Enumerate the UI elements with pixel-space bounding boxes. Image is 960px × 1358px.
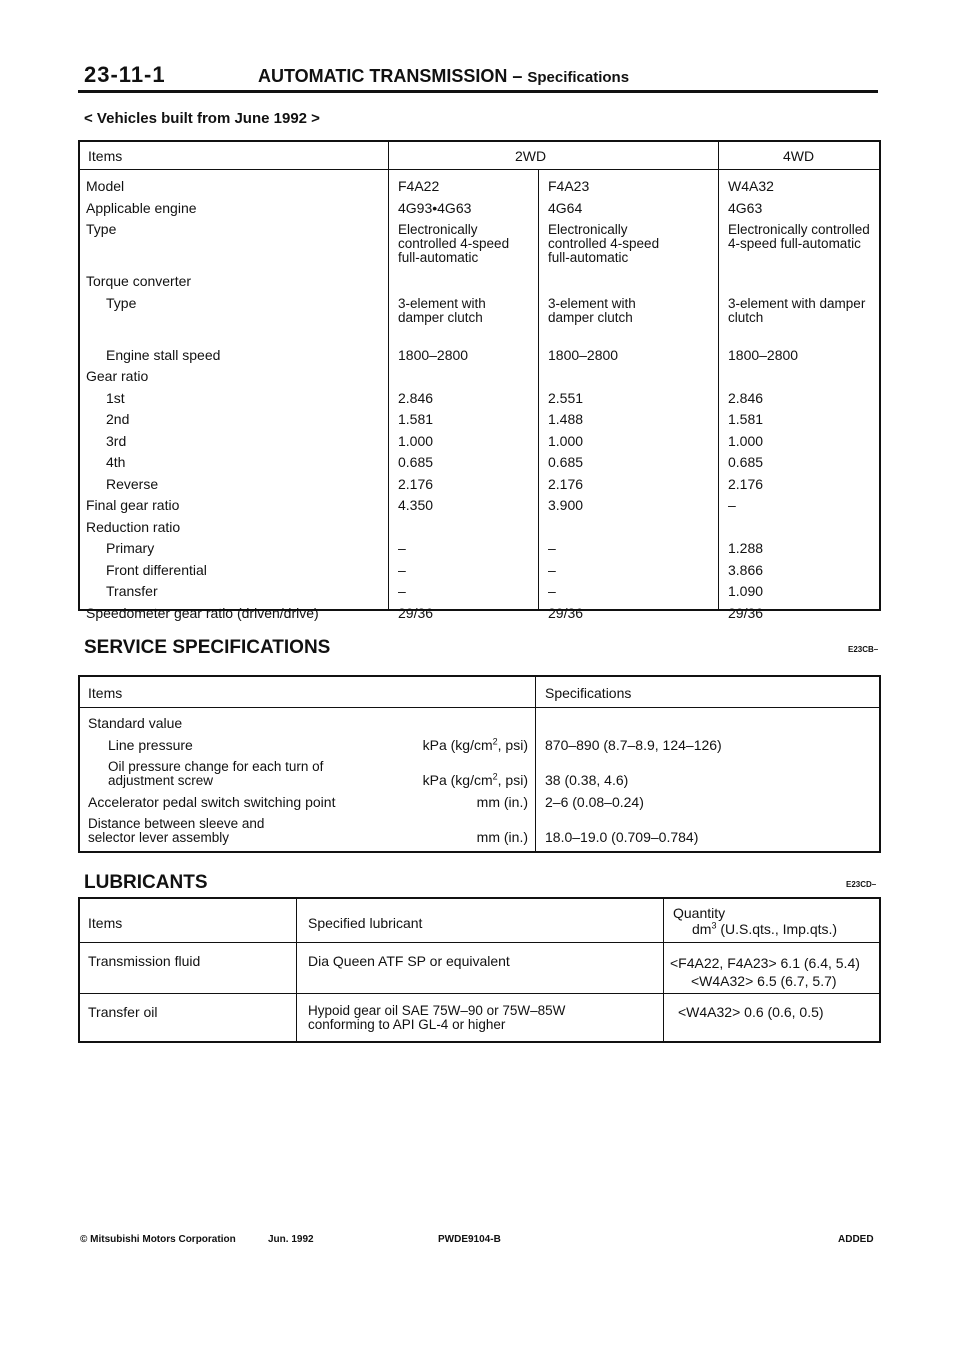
spec-row-value-4wd: 4G63: [728, 199, 763, 216]
oil-pressure-unit: kPa ($kg/cm^2$, psi): [422, 771, 528, 788]
doc-code: PWDE9104-B: [438, 1234, 501, 1245]
distance-unit: mm (in.): [476, 829, 528, 845]
spec-row-value-2wd: 3-element with damper clutch: [398, 295, 486, 325]
title-main: AUTOMATIC TRANSMISSION –: [258, 66, 528, 86]
spec-row-value-2wd: F4A23: [548, 178, 590, 194]
spec-row-value-2wd: 4G93•4G63: [398, 199, 472, 216]
accelerator-unit: mm (in.): [476, 794, 528, 810]
spec-row-value-2wd: 0.685: [398, 454, 434, 470]
distance-label: Distance between sleeve and selector lever assembly: [88, 816, 265, 845]
spec-row-value-2wd: 1.581: [398, 411, 434, 427]
transmission-fluid-qty-2: <W4A32> 6.5 (6.7, 5.7): [691, 973, 837, 989]
col-divider: [718, 142, 719, 609]
spec-row-value-2wd: –: [548, 583, 556, 599]
spec-row-value-2wd: 4.350: [398, 497, 434, 513]
spec-row-label: Reduction ratio: [86, 518, 181, 535]
header-quantity: Quantity: [673, 905, 726, 921]
col-divider: [296, 899, 297, 1041]
spec-row-value-2wd: 29/36: [398, 604, 434, 621]
spec-row-value-2wd: 3.900: [548, 497, 584, 513]
spec-row-label: Primary: [106, 540, 155, 556]
service-specs-table: [78, 675, 881, 853]
spec-row-value-2wd: 2.846: [398, 389, 434, 406]
header-quantity-unit: $dm^3$ (U.S.qts., Imp.qts.): [692, 920, 838, 937]
service-code: E23CB–: [848, 645, 879, 654]
spec-row-label: 3rd: [106, 432, 127, 449]
spec-row-label: Transfer: [106, 583, 158, 599]
copyright: © Mitsubishi Motors Corporation: [80, 1234, 236, 1245]
line-pressure-value: 870–890 (8.7–8.9, 124–126): [545, 737, 722, 753]
spec-row-label: Gear ratio: [86, 368, 149, 384]
spec-row-value-2wd: Electronically controlled 4-speed full-automatic: [548, 222, 660, 265]
spec-row-value-4wd: 3-element with damper clutch: [728, 295, 866, 325]
spec-row-value-2wd: 29/36: [548, 604, 584, 621]
spec-row-value-2wd: –: [398, 540, 406, 556]
spec-row-value-2wd: 0.685: [548, 454, 584, 470]
spec-row-value-2wd: 1.488: [548, 411, 584, 427]
spec-row-value-2wd: Electronically controlled 4-speed full-automatic: [398, 222, 510, 265]
status-added: ADDED: [838, 1234, 874, 1245]
header-items: Items: [88, 915, 123, 931]
header-2wd: 2WD: [515, 148, 547, 164]
spec-row-value-4wd: W4A32: [728, 178, 774, 194]
col-divider: [535, 677, 536, 851]
row-divider: [80, 707, 879, 708]
transmission-fluid-lubricant: Dia Queen ATF SP or equivalent: [308, 953, 510, 969]
lubricants-table: [78, 897, 881, 1043]
spec-row-value-2wd: 3-element with damper clutch: [548, 295, 636, 325]
oil-pressure-value: 38 (0.38, 4.6): [545, 772, 629, 788]
spec-row-value-2wd: –: [548, 561, 556, 578]
spec-row-value-2wd: 1800–2800: [548, 346, 619, 363]
spec-row-value-2wd: 2.176: [548, 475, 584, 492]
spec-row-label: Torque converter: [86, 273, 192, 289]
spec-row-value-4wd: 3.866: [728, 561, 764, 578]
header-rule: [78, 90, 878, 93]
accelerator-label: Accelerator pedal switch switching point: [88, 794, 336, 810]
lubricants-title: LUBRICANTS: [84, 872, 208, 893]
spec-row-label: Reverse: [106, 475, 159, 492]
spec-row-value-4wd: 1.000: [728, 432, 764, 449]
line-pressure-label: Line pressure: [108, 737, 193, 753]
distance-value: 18.0–19.0 (0.709–0.784): [545, 829, 699, 845]
spec-row-label: Front differential: [106, 561, 207, 578]
spec-row-value-2wd: 1.000: [548, 432, 584, 449]
spec-row-label: 2nd: [106, 411, 130, 427]
lubricants-code: E23CD–: [846, 880, 877, 889]
standard-value-label: Standard value: [88, 715, 183, 731]
oil-pressure-label: Oil pressure change for each turn of adjustment screw: [108, 759, 324, 788]
spec-row-value-4wd: 29/36: [728, 604, 764, 621]
header-4wd: 4WD: [783, 148, 815, 164]
spec-row-label: Model: [86, 178, 125, 194]
accelerator-value: 2–6 (0.08–0.24): [545, 794, 644, 810]
line-pressure-unit: kPa ($kg/cm^2$, psi): [422, 736, 528, 753]
spec-row-value-2wd: 2.551: [548, 389, 584, 406]
spec-row-value-2wd: –: [398, 583, 406, 599]
spec-row-value-2wd: –: [398, 561, 406, 578]
spec-row-value-2wd: 4G64: [548, 199, 583, 216]
spec-row-value-4wd: 1.090: [728, 583, 764, 599]
spec-row-value-4wd: 1.581: [728, 411, 764, 427]
spec-row-value-2wd: 2.176: [398, 475, 434, 492]
footer-date: Jun. 1992: [268, 1234, 314, 1245]
spec-row-value-4wd: 1800–2800: [728, 346, 799, 363]
row-divider: [80, 942, 879, 943]
col-divider: [388, 142, 389, 609]
spec-row-value-2wd: F4A22: [398, 178, 440, 194]
transfer-oil-lubricant: Hypoid gear oil SAE 75W–90 or 75W–85W conforming to API GL-4 or higher: [308, 1003, 566, 1032]
spec-row-label: Engine stall speed: [106, 346, 221, 363]
spec-row-value-4wd: –: [728, 497, 736, 513]
spec-row-label: Type: [86, 221, 117, 237]
spec-row-label: Speedometer gear ratio (driven/drive): [86, 604, 319, 621]
spec-row-value-4wd: 2.846: [728, 389, 764, 406]
transmission-fluid-item: Transmission fluid: [88, 953, 201, 969]
title-sub: Specifications: [527, 69, 630, 86]
spec-row-label: 1st: [106, 389, 125, 406]
transfer-oil-qty: <W4A32> 0.6 (0.6, 0.5): [678, 1004, 824, 1020]
page-number: 23-11-1: [84, 62, 166, 87]
col-divider: [663, 899, 664, 1041]
spec-row-label: Type: [106, 294, 137, 311]
spec-row-value-2wd: 1800–2800: [398, 346, 469, 363]
spec-row-label: 4th: [106, 454, 126, 470]
spec-row-value-4wd: 1.288: [728, 540, 764, 556]
transfer-oil-item: Transfer oil: [88, 1004, 158, 1020]
spec-row-value-4wd: 2.176: [728, 475, 764, 492]
spec-row-value-2wd: –: [548, 540, 556, 556]
spec-row-value-4wd: 0.685: [728, 454, 764, 470]
header-items: Items: [88, 685, 123, 701]
page-title: [258, 66, 629, 87]
transmission-fluid-qty-1: <F4A22, F4A23> 6.1 (6.4, 5.4): [670, 955, 860, 971]
row-divider: [80, 169, 879, 170]
header-items: Items: [88, 148, 123, 164]
row-divider: [80, 993, 879, 994]
spec-row-label: Final gear ratio: [86, 497, 180, 513]
vehicles-note: < Vehicles built from June 1992 >: [84, 110, 320, 127]
spec-row-value-4wd: Electronically controlled 4-speed full-automatic: [728, 222, 870, 251]
service-specs-title: SERVICE SPECIFICATIONS: [84, 637, 331, 658]
header-specifications: Specifications: [545, 685, 632, 701]
spec-row-value-2wd: 1.000: [398, 432, 434, 449]
spec-row-label: Applicable engine: [86, 199, 197, 216]
col-divider: [538, 169, 539, 609]
header-lubricant: Specified lubricant: [308, 915, 423, 931]
